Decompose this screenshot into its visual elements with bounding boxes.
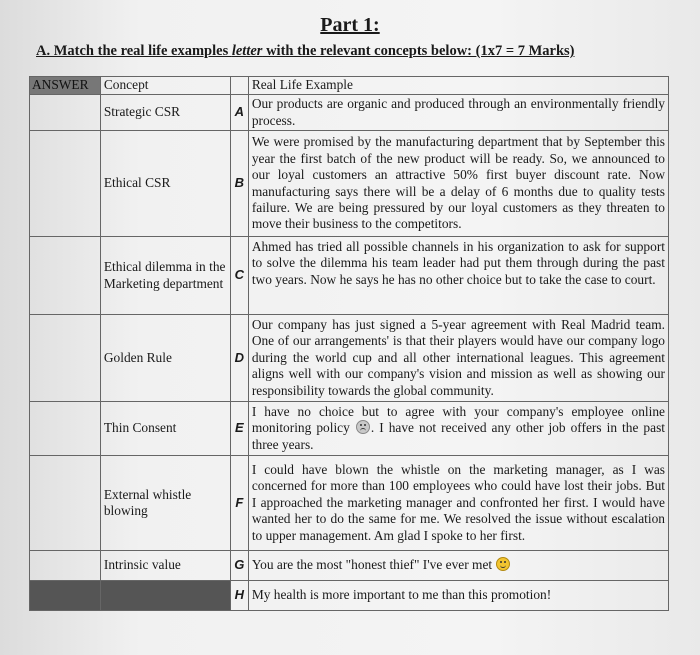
letter-header-cell <box>230 77 248 95</box>
table-row <box>30 581 669 611</box>
example-letter: E <box>230 402 248 456</box>
example-text-end: . I have not received any other job offers in the past three years. <box>251 420 665 452</box>
example-cell <box>248 551 668 581</box>
instruction-prefix: A. Match the real life examples <box>36 43 232 59</box>
example-header: Real Life Example <box>248 77 668 95</box>
table-row <box>30 315 669 402</box>
answer-input-cell[interactable] <box>30 551 101 581</box>
concept-cell: Ethical dilemma in the Marketing department <box>100 237 230 315</box>
answer-input-cell[interactable] <box>30 95 101 131</box>
question-instruction <box>36 43 575 60</box>
example-text-start: You are the most "honest thief" I've ever met <box>251 557 496 573</box>
instruction-suffix: with the relevant concepts below: (1x7 = 7 Marks) <box>262 43 575 59</box>
example-cell: Our products are organic and produced through an environmentally friendly process. <box>248 95 668 131</box>
sad-face-icon <box>356 420 370 434</box>
table-row <box>30 456 669 551</box>
example-letter: B <box>230 131 248 237</box>
example-letter: C <box>230 237 248 315</box>
example-cell: We were promised by the manufacturing department that by September this year the first batch of the new product will be ready. So, we announced to our loyal customers an attractive 50% first buyer discount rate. Now manufacturing says there will be a delay of 6 months due to quality tests failure. We are being pressured by our loyal customers as they threaten to move their business to the competitors. <box>248 131 668 237</box>
answer-input-cell[interactable] <box>30 131 101 237</box>
concept-cell: Golden Rule <box>100 315 230 402</box>
instruction-emphasis: letter <box>231 43 263 59</box>
example-cell: Our company has just signed a 5-year agreement with Real Madrid team. One of our arrangements' is that their players would have our company logo during the world cup and all other international leagues. This agreement aligns well with our company's vision and mission as well as showing our responsibility towards the global community. <box>248 315 668 402</box>
table-row <box>30 131 669 237</box>
example-cell <box>248 402 668 456</box>
concept-cell: Thin Consent <box>100 402 230 456</box>
example-letter: D <box>230 315 248 402</box>
table-row <box>30 402 669 456</box>
concept-cell: Intrinsic value <box>100 551 230 581</box>
page-title: Part 1: <box>320 14 380 36</box>
example-letter: A <box>230 95 248 131</box>
table-row <box>30 551 669 581</box>
answer-header: ANSWER <box>30 77 101 95</box>
answer-input-cell[interactable] <box>30 315 101 402</box>
example-cell: My health is more important to me than this promotion! <box>248 581 668 611</box>
table-row <box>30 237 669 315</box>
example-text-start: I have no choice but to agree with your company's employee online monitoring policy <box>251 403 665 436</box>
example-letter: H <box>230 581 248 611</box>
table-row <box>30 95 669 131</box>
matching-table <box>29 76 669 611</box>
answer-input-cell[interactable] <box>30 237 101 315</box>
concept-cell: Ethical CSR <box>100 131 230 237</box>
answer-input-cell[interactable] <box>30 402 101 456</box>
concept-cell: Strategic CSR <box>100 95 230 131</box>
concept-cell: External whistle blowing <box>100 456 230 551</box>
example-letter: G <box>230 551 248 581</box>
concept-header: Concept <box>100 77 230 95</box>
answer-input-cell[interactable] <box>30 456 101 551</box>
smiley-face-icon <box>496 557 510 571</box>
table-header-row <box>30 77 669 95</box>
answer-blank-cell <box>30 581 101 611</box>
example-cell: Ahmed has tried all possible channels in his organization to ask for support to solve the dilemma his team leader had put them through during the past two years. Now he says he has no other choice but to take the case to court. <box>248 237 668 315</box>
concept-blank-cell <box>100 581 230 611</box>
example-letter: F <box>230 456 248 551</box>
example-cell: I could have blown the whistle on the marketing manager, as I was concerned for more than 100 employees who could have lost their jobs. But I approached the marketing manager and confronted her first. I would have wanted her to do the same for me. We resolved the issue without escalation to upper management. Am glad I spoke to her first. <box>248 456 668 551</box>
